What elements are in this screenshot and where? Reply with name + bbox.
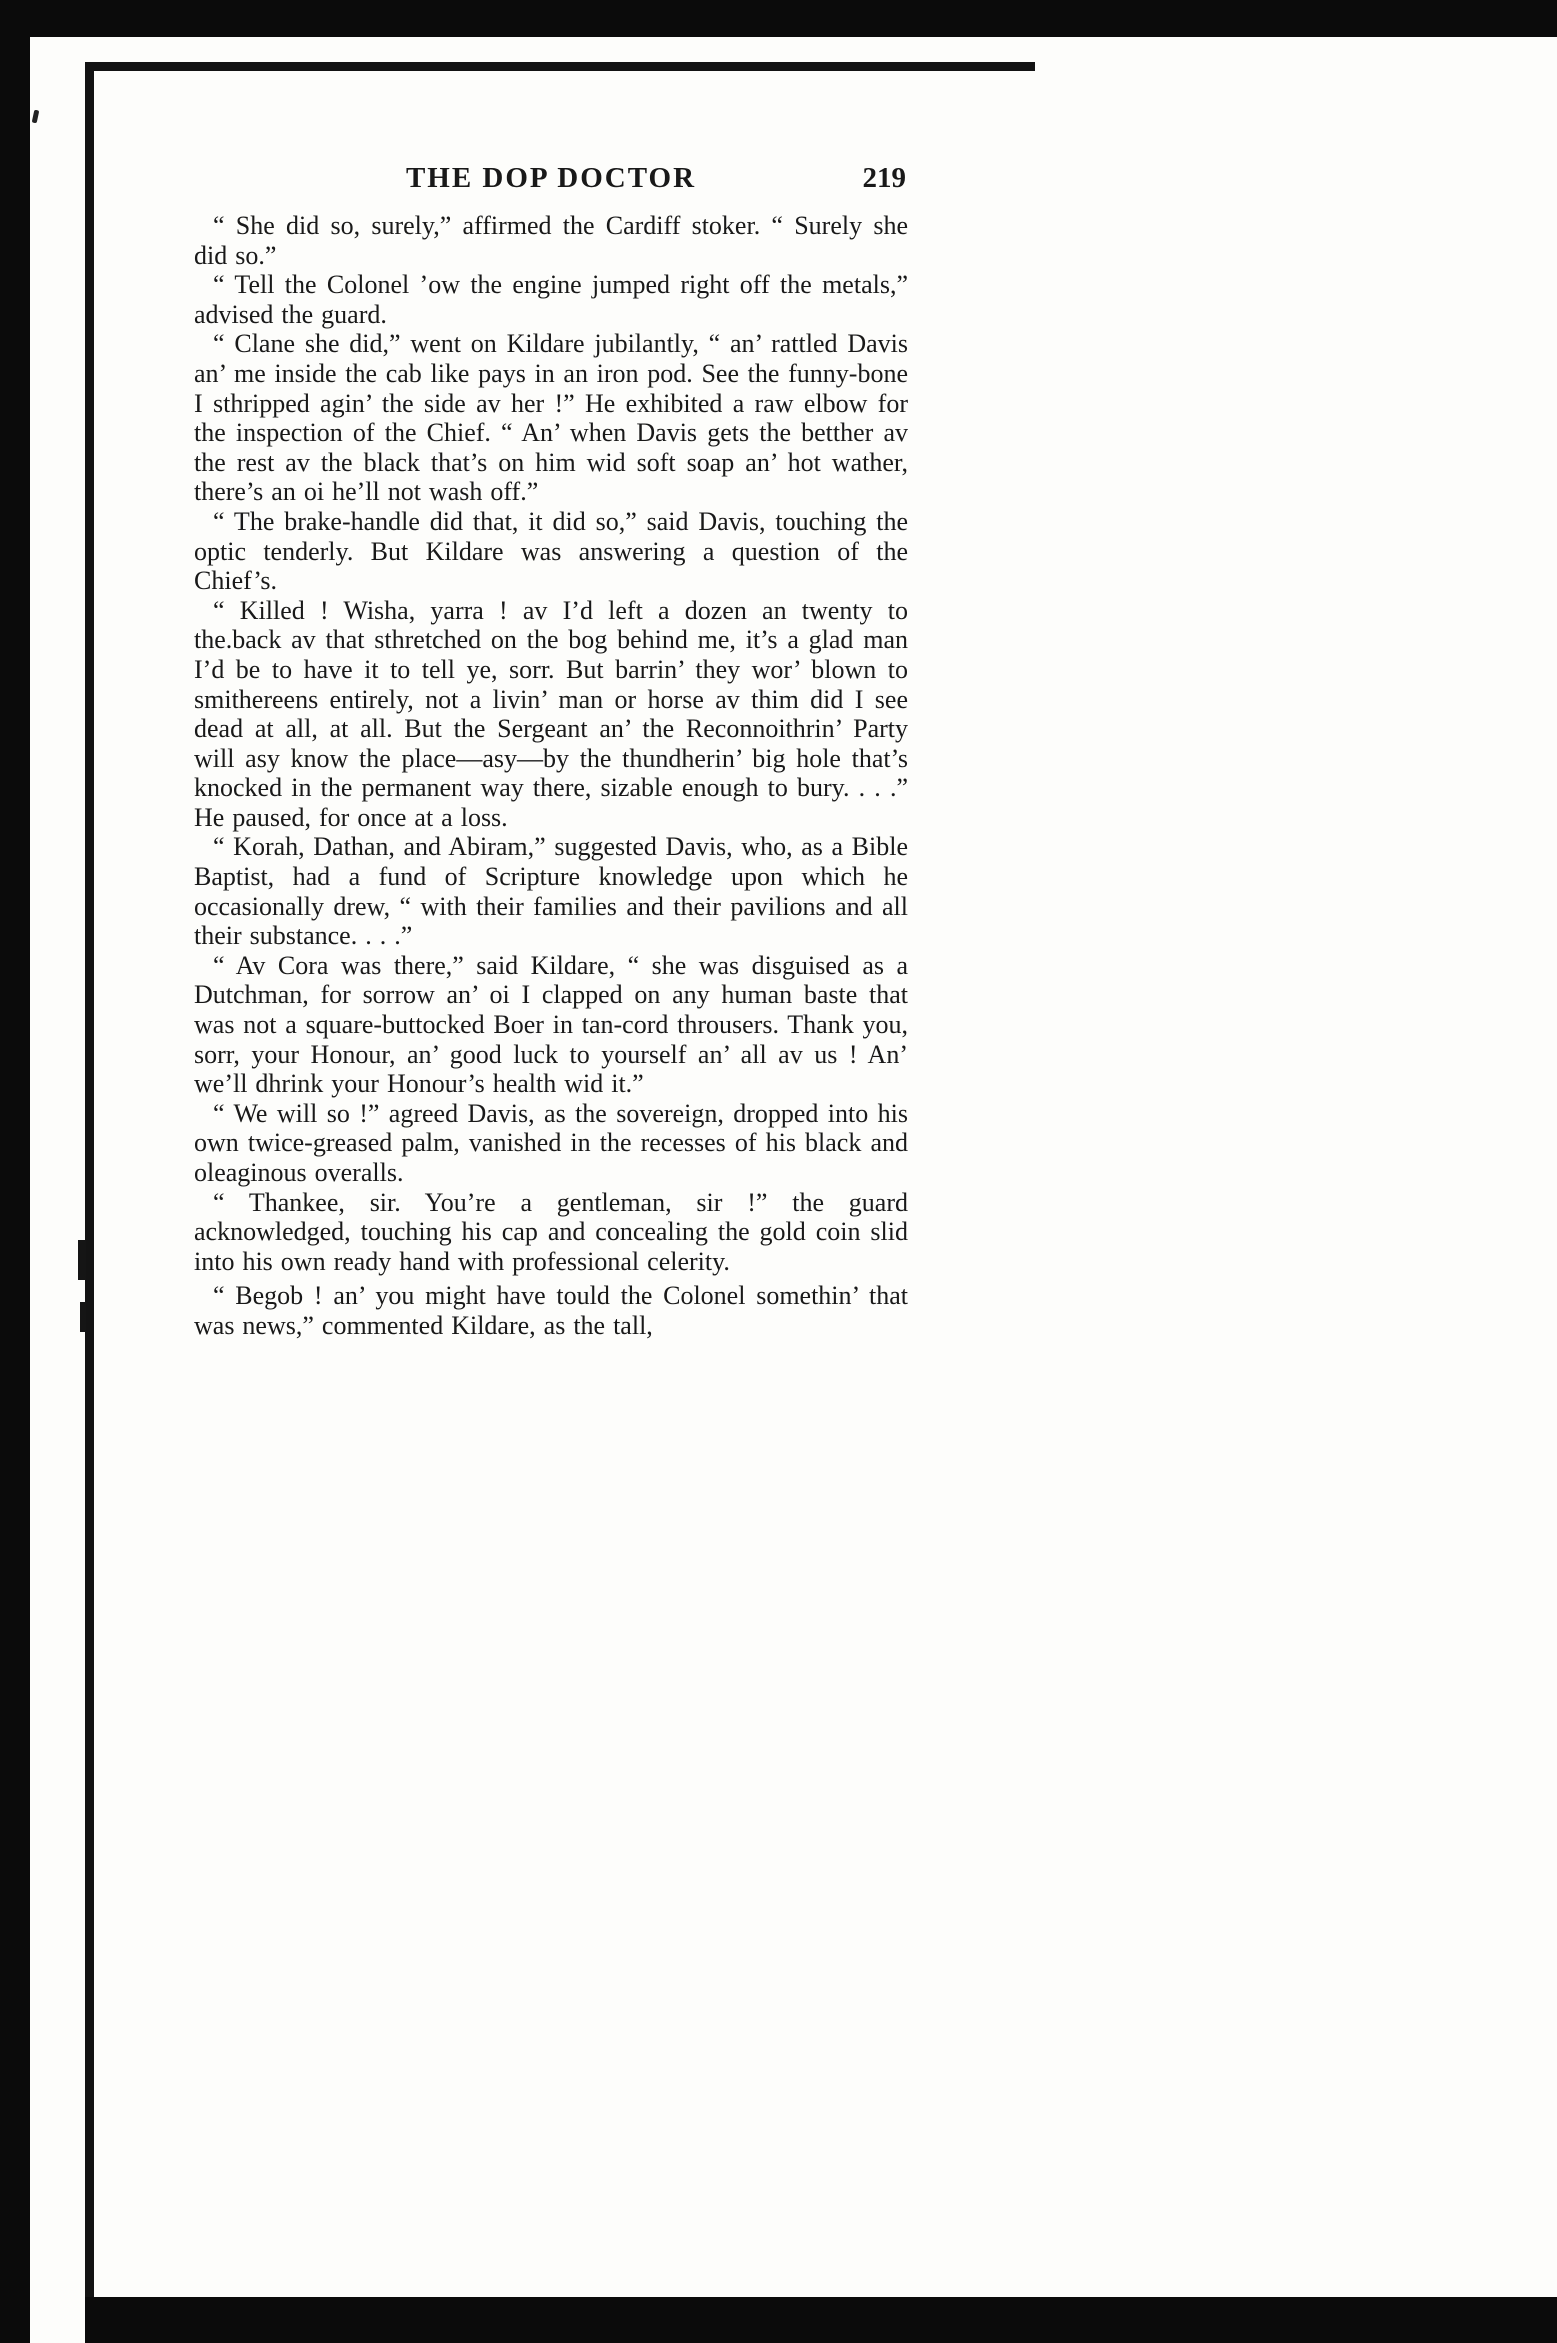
paragraph: “ We will so !” agreed Davis, as the sovereign, dropped into his own twice-greased palm, vanished in the recesses of his black and oleaginous overalls. [194, 1098, 908, 1187]
paragraph: “ Begob ! an’ you might have tould the Colonel somethin’ that was news,” commented Kildare, as the tall, [194, 1281, 908, 1340]
page-content [194, 162, 908, 1341]
paragraph: “ Killed ! Wisha, yarra ! av I’d left a dozen an twenty to the.back av that sthretched on the bog behind me, it’s a glad man I’d be to have it to tell ye, sorr. But barrin’ they wor’ blown to smithereens entirely, not a livin’ man or horse av thim did I see dead at all, at all. But the Sergeant an’ the Reconnoithrin’ Party will asy know the place—asy—by the thundherin’ big hole that’s knocked in the permanent way there, sizable enough to bury. . . .” He paused, for once at a loss. [194, 595, 908, 832]
paragraph: “ Tell the Colonel ’ow the engine jumped right off the metals,” advised the guard. [194, 270, 908, 329]
paragraph: “ The brake-handle did that, it did so,” said Davis, touching the optic tenderly. But Kildare was answering a question of the Chief’s. [194, 506, 908, 596]
page-number: 219 [862, 162, 906, 194]
scan-artifact-left-bar [0, 0, 30, 2343]
running-header [194, 162, 908, 195]
scan-artifact-top-rule [85, 62, 1035, 71]
paragraph: “ Thankee, sir. You’re a gentleman, sir !” the guard acknowledged, touching his cap and concealing the gold coin slid into his own ready hand with professional celerity. [194, 1187, 908, 1276]
page-title: THE DOP DOCTOR [405, 162, 697, 194]
scan-speck [78, 1240, 86, 1280]
paragraph: “ Korah, Dathan, and Abiram,” suggested Davis, who, as a Bible Baptist, had a fund of Scripture knowledge upon which he occasionally drew, “ with their families and their pavilions and all their substance. . . .” [194, 832, 908, 951]
paragraph: “ Av Cora was there,” said Kildare, “ she was disguised as a Dutchman, for sorrow an’ oi I clapped on any human baste that was not a square-buttocked Boer in tan-cord throusers. Thank you, sorr, your Honour, an’ good luck to yourself an’ all av us ! An’ we’ll dhrink your Honour’s health wid it.” [194, 950, 908, 1099]
paragraph: “ She did so, surely,” affirmed the Cardiff stoker. “ Surely she did so.” [194, 211, 908, 270]
paragraph: “ Clane she did,” went on Kildare jubilantly, “ an’ rattled Davis an’ me inside the cab like pays in an iron pod. See the funny-bone I sthripped agin’ the side av her !” He exhibited a raw elbow for the inspection of the Chief. “ An’ when Davis gets the betther av the rest av the black that’s on him wid soft soap an’ hot wather, there’s an oi he’ll not wash off.” [194, 329, 908, 507]
scan-speck [80, 1302, 86, 1332]
scan-artifact-top-bar [0, 0, 1557, 37]
scan-artifact-gutter-line [85, 62, 94, 2297]
scan-artifact-bottom-bar [85, 2297, 1557, 2343]
scan-speck [32, 110, 40, 124]
